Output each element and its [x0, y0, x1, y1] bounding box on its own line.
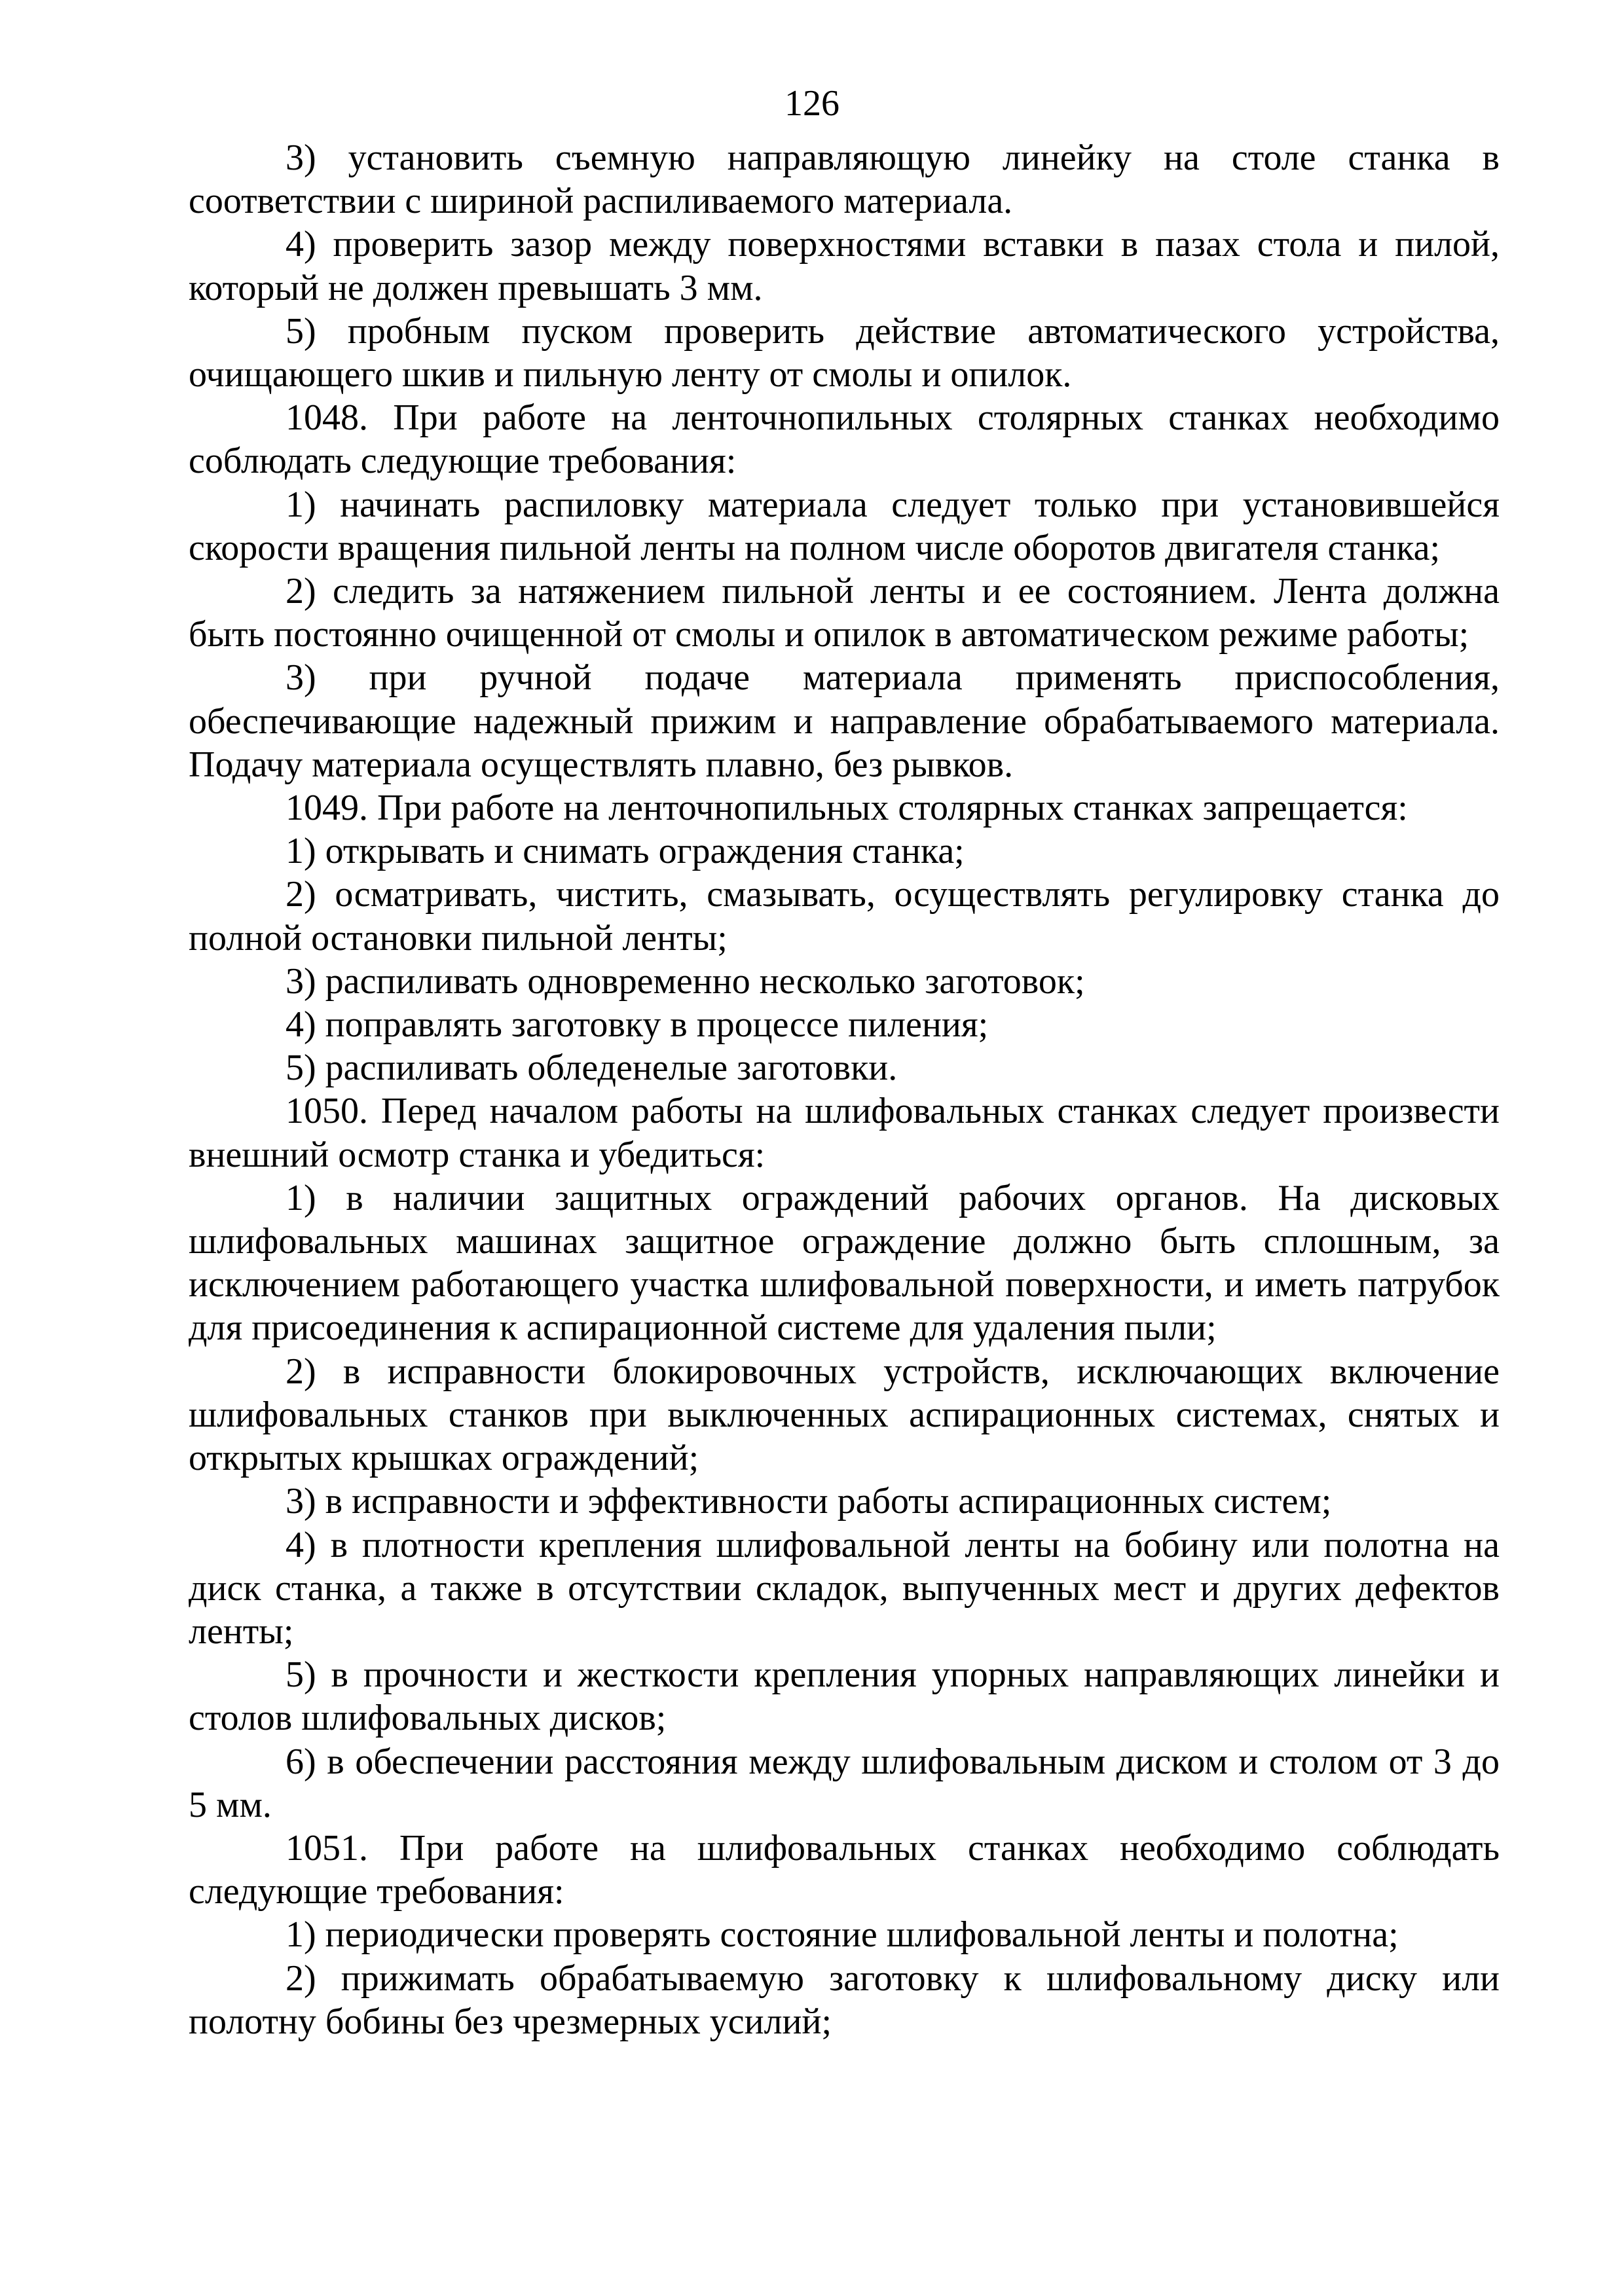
paragraph-1050: 1050. Перед началом работы на шлифовальных станках следует произвести внешний осмотр станка и убедиться: — [189, 1091, 1500, 1175]
paragraph-1051-item-1: 1) периодически проверять состояние шлифовальной ленты и полотна; — [286, 1914, 1399, 1956]
paragraph-1050-item-4: 4) в плотности крепления шлифовальной ленты на бобину или полотна на диск станка, а также в отсутствии складок, выпученных мест и других дефектов ленты; — [189, 1524, 1500, 1652]
paragraph-1049-item-4: 4) поправлять заготовку в процессе пиления; — [286, 1004, 989, 1046]
paragraph-1048-item-3: 3) при ручной подаче материала применять приспособления, обеспечивающие надежный прижим и направление обрабатываемого материала. Подачу материала осуществлять плавно, без рывков. — [189, 657, 1500, 785]
paragraph-1050-item-3: 3) в исправности и эффективности работы аспирационных систем; — [286, 1481, 1332, 1522]
paragraph-1049-item-1: 1) открывать и снимать ограждения станка; — [286, 831, 965, 872]
body-text — [189, 136, 1500, 2043]
page-number: 126 — [784, 83, 840, 124]
paragraph-1049-item-3: 3) распиливать одновременно несколько заготовок; — [286, 960, 1085, 1002]
paragraph-1048-item-2: 2) следить за натяжением пильной ленты и ее состоянием. Лента должна быть постоянно очищенной от смолы и опилок в автоматическом режиме работы; — [189, 571, 1500, 655]
paragraph-item-5: 5) пробным пуском проверить действие автоматического устройства, очищающего шкив и пильную ленту от смолы и опилок. — [189, 310, 1500, 395]
paragraph-1048: 1048. При работе на ленточнопильных столярных станках необходимо соблюдать следующие требования: — [189, 397, 1500, 482]
paragraph-1050-item-2: 2) в исправности блокировочных устройств, исключающих включение шлифовальных станков при выключенных аспирационных системах, снятых и открытых крышках ограждений; — [189, 1351, 1500, 1479]
paragraph-1049-item-5: 5) распиливать обледенелые заготовки. — [286, 1048, 898, 1089]
paragraph-1050-item-1: 1) в наличии защитных ограждений рабочих органов. На дисковых шлифовальных машинах защитное ограждение должно быть сплошным, за исключением работающего участка шлифовальной поверхности, и иметь патрубок для присоединения к аспирационной системе для удаления пыли; — [189, 1177, 1500, 1349]
paragraph-1050-item-6: 6) в обеспечении расстояния между шлифовальным диском и столом от 3 до 5 мм. — [189, 1741, 1500, 1825]
paragraph-1050-item-5: 5) в прочности и жесткости крепления упорных направляющих линейки и столов шлифовальных дисков; — [189, 1654, 1500, 1739]
paragraph-item-4: 4) проверить зазор между поверхностями вставки в пазах стола и пилой, который не должен превышать 3 мм. — [189, 224, 1500, 308]
paragraph-1048-item-1: 1) начинать распиловку материала следует только при установившейся скорости вращения пильной ленты на полном числе оборотов двигателя станка; — [189, 484, 1500, 568]
paragraph-1051-item-2: 2) прижимать обрабатываемую заготовку к шлифовальному диску или полотну бобины без чрезмерных усилий; — [189, 1958, 1500, 2042]
paragraph-1049: 1049. При работе на ленточнопильных столярных станках запрещается: — [286, 788, 1408, 829]
paragraph-item-3: 3) установить съемную направляющую линейку на столе станка в соответствии с шириной распиливаемого материала. — [189, 137, 1500, 222]
paragraph-1049-item-2: 2) осматривать, чистить, смазывать, осуществлять регулировку станка до полной остановки пильной ленты; — [189, 874, 1500, 958]
paragraph-1051: 1051. При работе на шлифовальных станках необходимо соблюдать следующие требования: — [189, 1827, 1500, 1912]
